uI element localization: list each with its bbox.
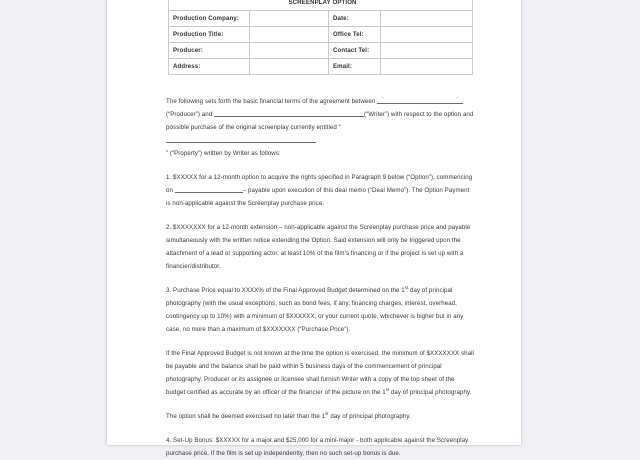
clause-3-text-a: 3. Purchase Price equal to XXXX% of the Final Approved Budget determined on the bbox=[166, 287, 402, 294]
label-office-tel: Office Tel: bbox=[329, 27, 381, 43]
exercise-text-b: day of principal photography. bbox=[328, 413, 411, 420]
intro-line2-text: (“Producer”) and bbox=[166, 111, 215, 118]
clause-1 bbox=[166, 171, 474, 210]
clause-3-text-b: day of principal photography (with the usual exceptions, such as bond fees, if any, financing charges, interest, overhead, contingency up to 10%) with a minimum of $XXXXXX, or your current quote, whichever is higher but in any case, no more than a maximum of $XXXXXXX (“Purchase Price”). bbox=[166, 287, 464, 333]
clause-2-text: 2. $XXXXXXX for a 12-month extension – non-applicable against the Screenplay purchase price and payable simultaneously with the written notice extending the Option. Said extension will only be triggered upon the attachment of a lead or supporting actor, at least 10% of the film’s financing or if the project is set up with a financier/distributor. bbox=[166, 224, 471, 270]
blank-field-screenplay-title[interactable] bbox=[166, 135, 316, 143]
label-producer: Producer: bbox=[169, 43, 250, 59]
ordinal-number: 1 bbox=[321, 413, 326, 420]
label-production-company: Production Company: bbox=[169, 11, 250, 27]
label-contact-tel: Contact Tel: bbox=[329, 43, 381, 59]
intro-line2-suffix: (“Writer”) with respect to the option and bbox=[364, 111, 474, 118]
budget-text-a: If the Final Approved Budget is not known at the time the option is exercised, the minimum of $XXXXXXX shall be payable and the balance shall be paid within 5 business days of the commencement of principal photography. Producer or its assignee or licensee shall furnish Writer with a copy of the top sheet of the budget certified as accurate by an officer of the financier of the picture on the bbox=[166, 350, 474, 396]
value-email[interactable] bbox=[381, 59, 473, 75]
budget-paragraph bbox=[166, 347, 474, 399]
value-production-title[interactable] bbox=[250, 27, 329, 43]
label-production-title: Production Title: bbox=[169, 27, 250, 43]
value-producer[interactable] bbox=[250, 43, 329, 59]
clause-1-text: 1. $XXXXX for a 12-month option to acquire the rights specified in Paragraph 9 below (“Option”), commencing on bbox=[166, 174, 473, 194]
document-page bbox=[107, 0, 521, 457]
ordinal-number: 1 bbox=[382, 389, 386, 396]
value-production-company[interactable] bbox=[250, 11, 329, 27]
value-office-tel[interactable] bbox=[381, 27, 473, 43]
ordinal-suffix: st bbox=[325, 410, 329, 416]
clause-4 bbox=[166, 434, 474, 460]
intro-paragraph bbox=[166, 95, 474, 160]
clause-3 bbox=[166, 284, 474, 336]
page-title: SCREENPLAY OPTION bbox=[169, 0, 473, 11]
clause-1-continuation: – payable upon execution of this deal memo (“Deal Memo”). The Option Payment is non-applicable against the Screenplay purchase price. bbox=[166, 187, 470, 207]
value-date[interactable] bbox=[381, 11, 473, 27]
ordinal-suffix: st bbox=[385, 386, 390, 392]
screenplay-option-header-table bbox=[168, 0, 473, 75]
intro-line3-text: possible purchase of the original screenplay currently entitled “ bbox=[166, 124, 341, 131]
value-address[interactable] bbox=[250, 59, 329, 75]
table-row bbox=[169, 59, 473, 75]
budget-text-b: day of principal photography. bbox=[389, 389, 472, 396]
clause-2 bbox=[166, 221, 474, 273]
label-address: Address: bbox=[169, 59, 250, 75]
blank-field-producer-name[interactable] bbox=[377, 96, 463, 104]
exercise-text-a: The option shall be deemed exercised no later than the bbox=[166, 413, 322, 420]
ordinal-suffix: st bbox=[404, 284, 409, 290]
exercise-paragraph bbox=[166, 410, 474, 423]
intro-line1-text: The following sets forth the basic financial terms of the agreement between bbox=[166, 98, 378, 105]
agreement-body bbox=[166, 95, 474, 460]
table-row bbox=[169, 27, 473, 43]
label-date: Date: bbox=[329, 11, 381, 27]
table-row bbox=[169, 11, 473, 27]
value-contact-tel[interactable] bbox=[381, 43, 473, 59]
blank-field-commencement-date[interactable] bbox=[175, 185, 243, 193]
clause-4-text: 4. Set-Up Bonus: $XXXXX for a major and $25,000 for a mini-major - both applicable against the Screenplay purchase price. If the film is set up independently, then no such set-up bonus is due. bbox=[166, 437, 469, 457]
intro-line4-text: ” (“Property”) written by Writer as follows: bbox=[166, 150, 281, 157]
table-title-row bbox=[169, 0, 473, 11]
table-row bbox=[169, 43, 473, 59]
blank-field-writer-name[interactable] bbox=[214, 109, 364, 117]
label-email: Email: bbox=[329, 59, 381, 75]
ordinal-number: 1 bbox=[401, 287, 405, 294]
